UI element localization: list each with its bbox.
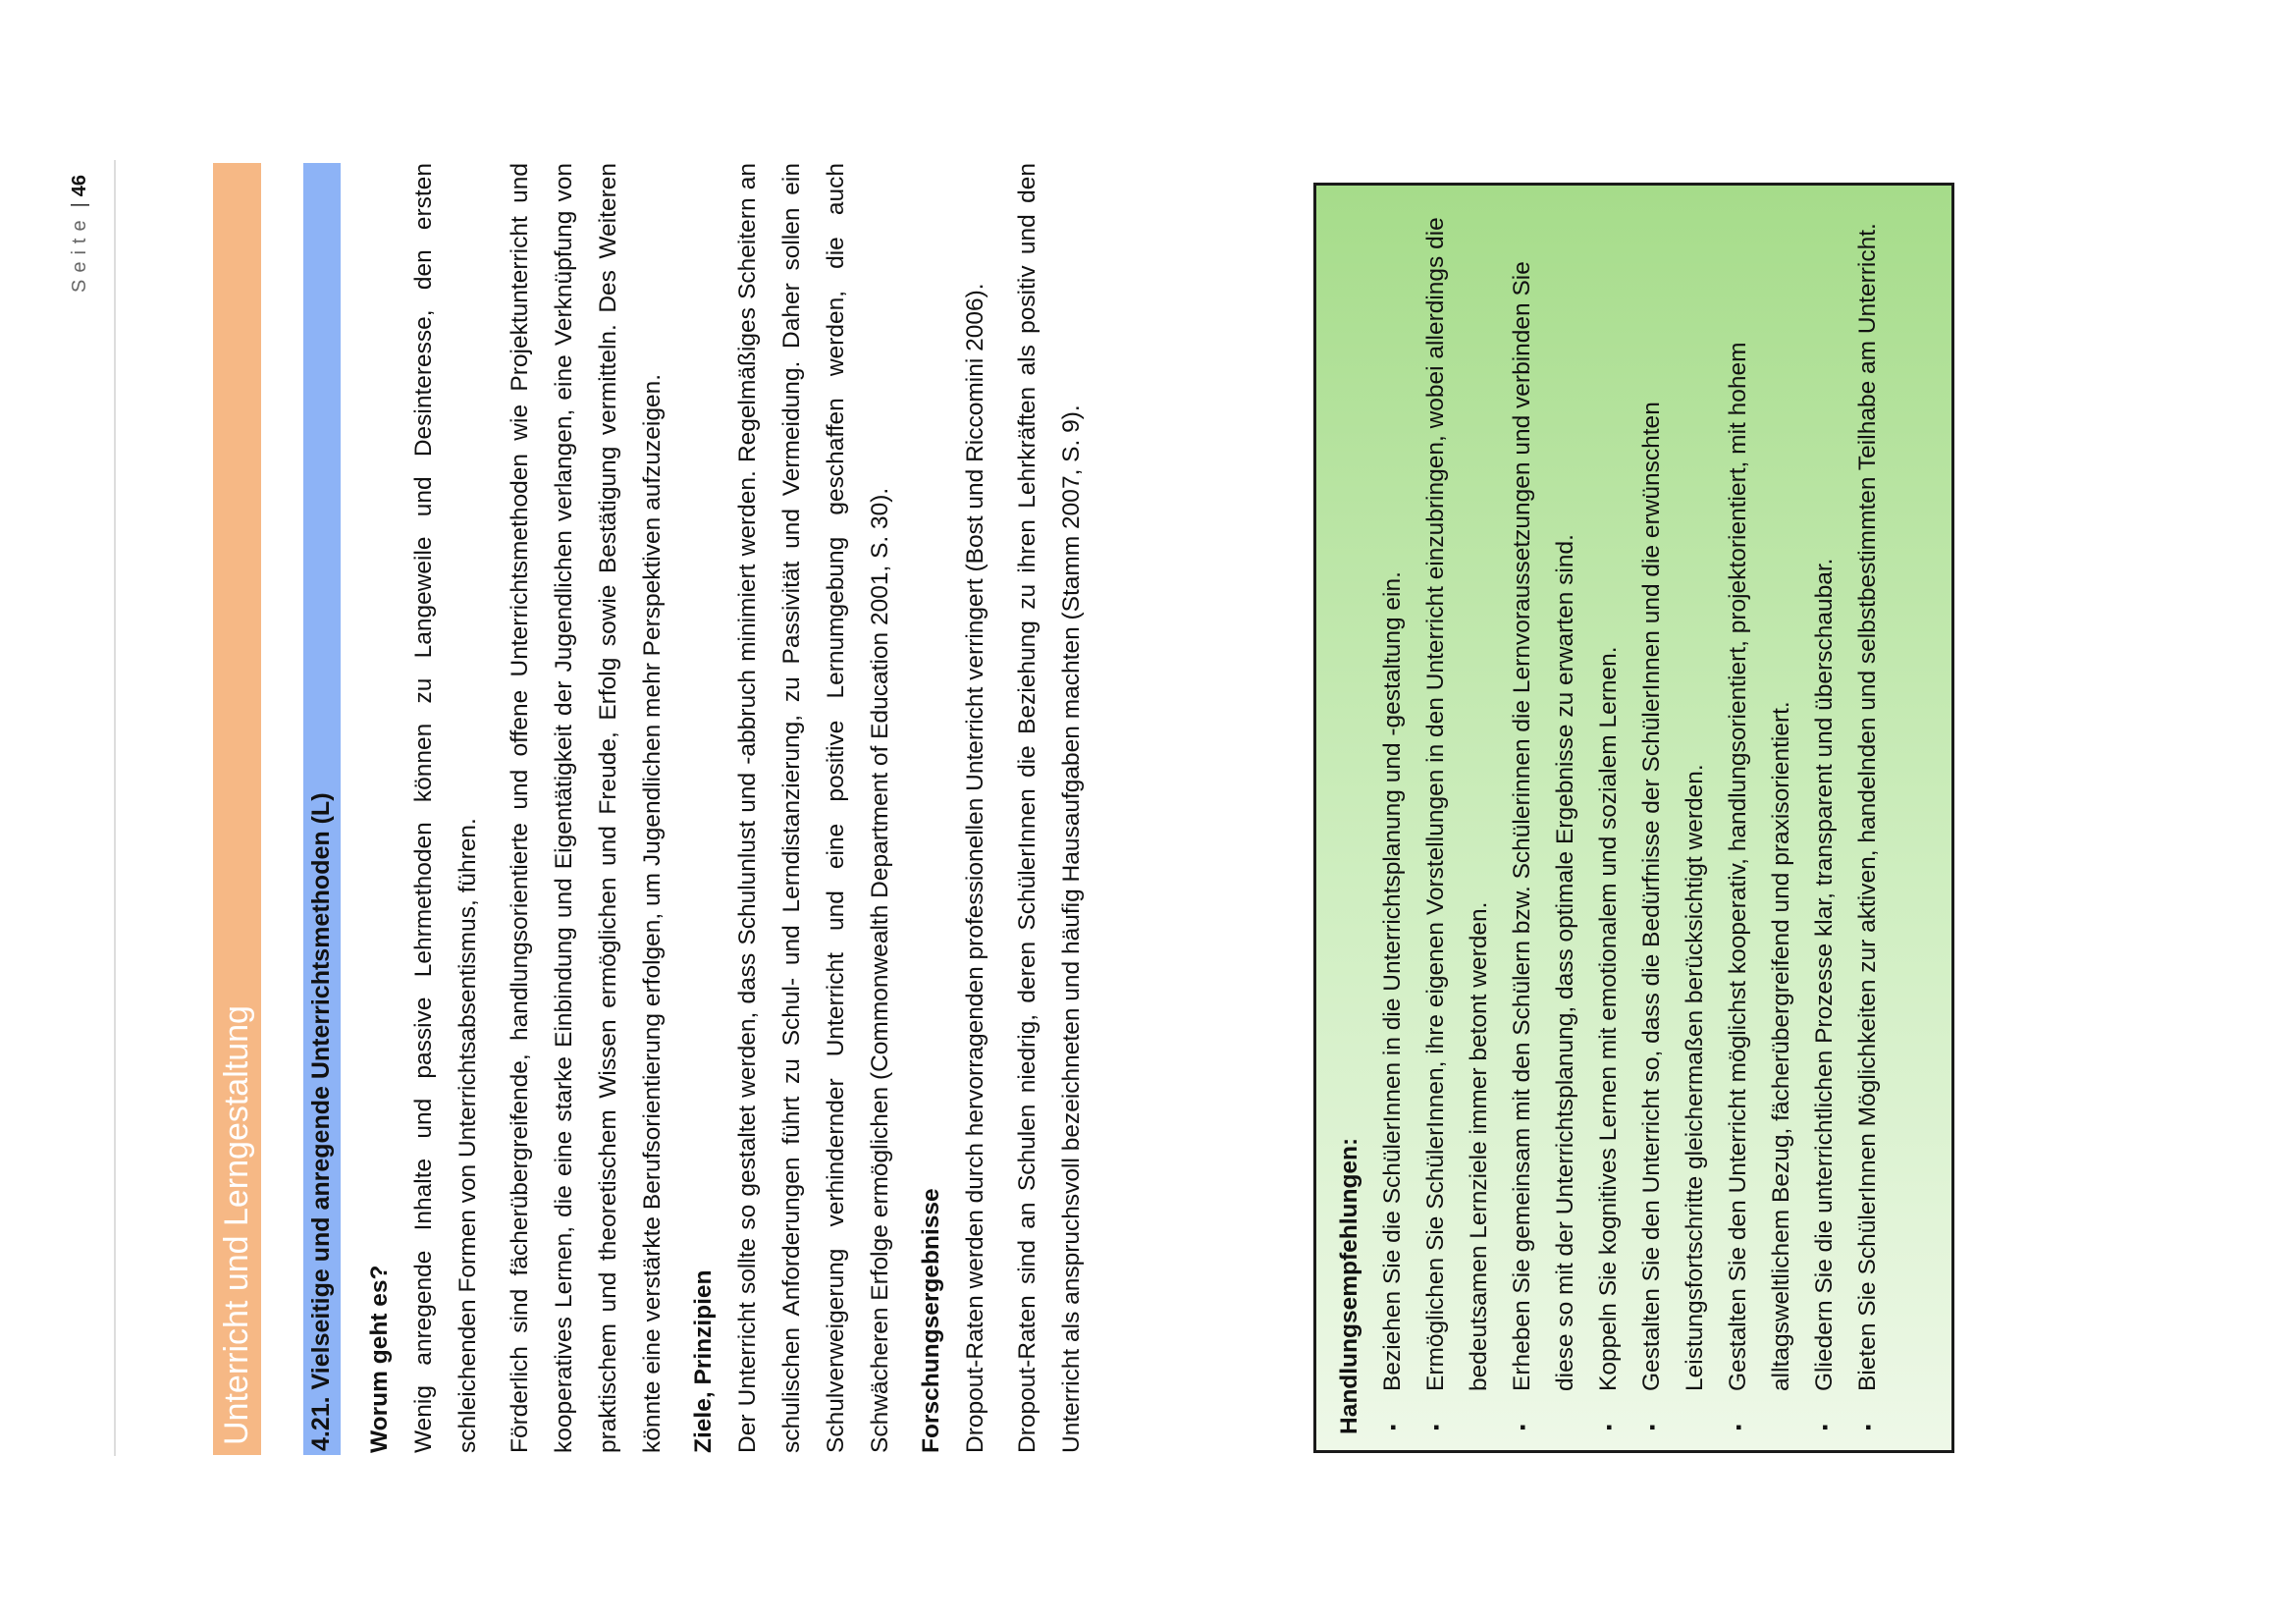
list-item-text: Gestalten Sie den Unterricht so, dass die Bedürfnisse der SchülerInnen und die erwünschten Leistungsfortschritte gleichermaßen berücksichtigt werden. xyxy=(1638,402,1708,1391)
list-item-text: Gestalten Sie den Unterricht möglichst kooperativ, handlungsorientiert, projektorientiert, mit hohem alltagsweltlichem Bezug, fächerübergreifend und praxisorientiert. xyxy=(1725,342,1794,1391)
list-item xyxy=(1501,201,1587,1434)
section-title: 4.21. Vielseitige und anregende Unterrichtsmethoden (L) xyxy=(307,792,335,1451)
list-item xyxy=(1415,201,1501,1434)
page-label-separator: | xyxy=(69,202,90,208)
list-item-text: Koppeln Sie kognitives Lernen mit emotionalem und sozialem Lernen. xyxy=(1595,646,1622,1391)
bullet-icon: ▪ xyxy=(1858,1424,1878,1430)
paragraph: Dropout-Raten werden durch hervorragenden professionellen Unterricht verringert (Bost und Riccomini 2006). xyxy=(962,283,988,1453)
paragraph: Förderlich sind fächerübergreifende, handlungsorientierte und offene Unterrichtsmethoden wie Projektunterricht und kooperatives Lernen, die eine starke Einbindung und Eigentätigkeit der Jugendlichen verlangen, eine Verknüpfung von praktischem und theoretischem Wissen ermöglichen und Freude, Erfolg sowie Bestätigung vermitteln. Des Weiteren könnte eine verstärkte Berufsorientierung erfolgen, um Jugendlichen mehr Perspektiven aufzuzeigen. xyxy=(507,163,666,1453)
list-item xyxy=(1803,201,1846,1434)
list-item-text: Beziehen Sie die SchülerInnen in die Unterrichtsplanung und -gestaltung ein. xyxy=(1379,571,1406,1391)
recommendations-list xyxy=(1371,201,1890,1434)
body-text xyxy=(358,163,1101,1453)
chapter-title: Unterricht und Lerngestaltung xyxy=(218,1005,255,1445)
paragraph: Der Unterricht sollte so gestaltet werden, dass Schulunlust und -abbruch minimiert werden. Regelmäßiges Scheitern an schulischen Anforderungen führt zu Schul- und Lerndistanzierung, zu Passivität und Vermeidung. Daher sollen ein Schulverweigerung verhindernder Unterricht und eine positive Lernumgebung geschaffen werden, die auch Schwächeren Erfolge ermöglichen (Commonwealth Department of Education 2001, S. 30). xyxy=(734,163,893,1453)
list-item-text: Ermöglichen Sie SchülerInnen, ihre eigenen Vorstellungen in den Unterricht einzubringen, wobei allerdings die bedeutsamen Lernziele immer betont werden. xyxy=(1422,217,1492,1391)
recommendations-heading: Handlungsempfehlungen: xyxy=(1336,1137,1362,1434)
list-item-text: Erheben Sie gemeinsam mit den Schülern bzw. Schülerinnen die Lernvoraussetzungen und verbinden Sie diese so mit der Unterrichtsplanung, dass optimale Ergebnisse zu erwarten sind. xyxy=(1509,261,1578,1391)
paragraph: Wenig anregende Inhalte und passive Lehrmethoden können zu Langeweile und Desinteresse, den ersten schleichenden Formen von Unterrichtsabsentismus, führen. xyxy=(410,163,481,1453)
list-item xyxy=(1846,201,1890,1434)
page-label-text: Seite xyxy=(69,213,90,293)
bullet-icon: ▪ xyxy=(1599,1424,1619,1430)
heading-worum: Worum geht es? xyxy=(366,1265,393,1453)
list-item-text: Bieten Sie SchülerInnen Möglichkeiten zur aktiven, handelnden und selbstbestimmten Teilhabe am Unterricht. xyxy=(1854,223,1881,1391)
list-item-text: Gliedern Sie die unterrichtlichen Prozesse klar, transparent und überschaubar. xyxy=(1811,558,1838,1391)
page-number-label xyxy=(69,175,91,293)
bullet-icon: ▪ xyxy=(1815,1424,1835,1430)
list-item xyxy=(1587,201,1630,1434)
heading-forschung: Forschungsergebnisse xyxy=(918,1188,944,1453)
bullet-icon: ▪ xyxy=(1383,1424,1403,1430)
list-item xyxy=(1630,201,1717,1434)
recommendations-box xyxy=(1313,183,1954,1453)
list-item xyxy=(1717,201,1803,1434)
heading-ziele: Ziele, Prinzipien xyxy=(690,1269,717,1453)
bullet-icon: ▪ xyxy=(1426,1424,1446,1430)
header-rule xyxy=(114,160,116,1456)
paragraph: Dropout-Raten sind an Schulen niedrig, deren SchülerInnen die Beziehung zu ihren Lehrkräften als positiv und den Unterricht als anspruchsvoll bezeichneten und häufig Hausaufgaben machten (Stamm 2007, S. 9). xyxy=(1014,163,1085,1453)
bullet-icon: ▪ xyxy=(1729,1424,1748,1430)
page-number: 46 xyxy=(69,174,90,197)
list-item xyxy=(1371,201,1415,1434)
bullet-icon: ▪ xyxy=(1642,1424,1662,1430)
bullet-icon: ▪ xyxy=(1513,1424,1532,1430)
